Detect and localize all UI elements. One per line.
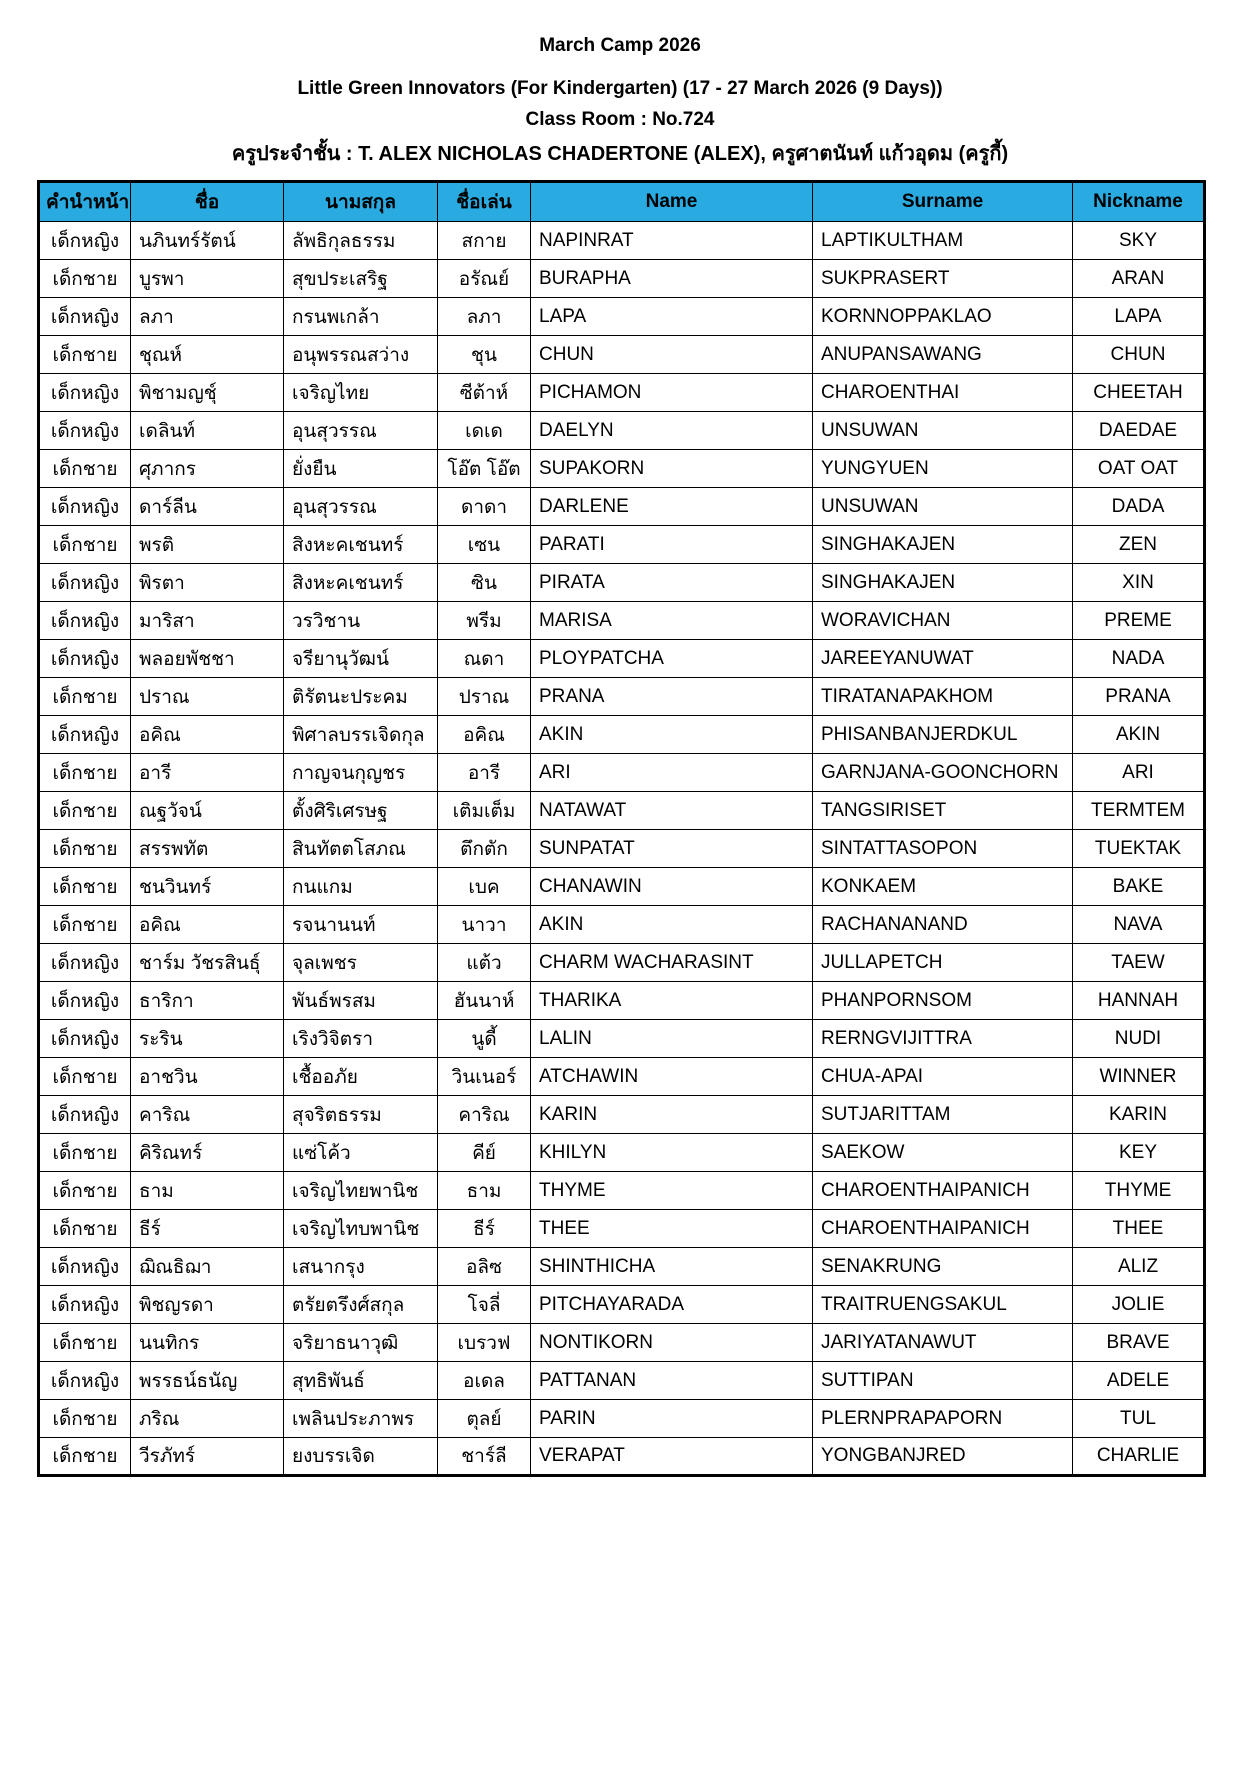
cell-surname-en: JAREEYANUWAT bbox=[813, 640, 1073, 678]
cell-lastname-th: กนแกม bbox=[284, 868, 438, 906]
cell-surname-en: SUTTIPAN bbox=[813, 1362, 1073, 1400]
cell-name-en: DARLENE bbox=[531, 488, 813, 526]
cell-nickname-en: NADA bbox=[1073, 640, 1205, 678]
cell-name-en: PITCHAYARADA bbox=[531, 1286, 813, 1324]
table-row bbox=[39, 526, 1205, 564]
cell-nickname-en: SKY bbox=[1073, 222, 1205, 260]
table-row bbox=[39, 792, 1205, 830]
cell-nickname-th: อารี bbox=[438, 754, 531, 792]
cell-name-en: SHINTHICHA bbox=[531, 1248, 813, 1286]
cell-lastname-th: รจนานนท์ bbox=[284, 906, 438, 944]
cell-nickname-en: PREME bbox=[1073, 602, 1205, 640]
cell-firstname-th: คาริณ bbox=[131, 1096, 284, 1134]
cell-prefix-th: เด็กหญิง bbox=[39, 1248, 131, 1286]
table-row bbox=[39, 1096, 1205, 1134]
cell-prefix-th: เด็กชาย bbox=[39, 1324, 131, 1362]
table-row bbox=[39, 754, 1205, 792]
cell-name-en: PRANA bbox=[531, 678, 813, 716]
cell-nickname-th: ธาม bbox=[438, 1172, 531, 1210]
cell-firstname-th: ธีร์ bbox=[131, 1210, 284, 1248]
cell-firstname-th: ธาม bbox=[131, 1172, 284, 1210]
cell-nickname-th: อรัณย์ bbox=[438, 260, 531, 298]
cell-nickname-en: TERMTEM bbox=[1073, 792, 1205, 830]
cell-nickname-en: CHUN bbox=[1073, 336, 1205, 374]
cell-prefix-th: เด็กหญิง bbox=[39, 1362, 131, 1400]
cell-nickname-th: ธีร์ bbox=[438, 1210, 531, 1248]
cell-name-en: ARI bbox=[531, 754, 813, 792]
cell-nickname-en: THEE bbox=[1073, 1210, 1205, 1248]
cell-nickname-en: TAEW bbox=[1073, 944, 1205, 982]
cell-surname-en: CHUA-APAI bbox=[813, 1058, 1073, 1096]
cell-lastname-th: เจริญไทย bbox=[284, 374, 438, 412]
cell-firstname-th: พรรธน์ธนัญ bbox=[131, 1362, 284, 1400]
cell-lastname-th: ตรัยตรึงศ์สกุล bbox=[284, 1286, 438, 1324]
student-roster-table bbox=[37, 180, 1206, 1477]
cell-lastname-th: เริงวิจิตรา bbox=[284, 1020, 438, 1058]
cell-surname-en: YUNGYUEN bbox=[813, 450, 1073, 488]
cell-firstname-th: ชุณห์ bbox=[131, 336, 284, 374]
cell-firstname-th: อคิณ bbox=[131, 906, 284, 944]
cell-lastname-th: เชื้ออภัย bbox=[284, 1058, 438, 1096]
cell-name-en: AKIN bbox=[531, 906, 813, 944]
cell-surname-en: PLERNPRAPAPORN bbox=[813, 1400, 1073, 1438]
cell-nickname-en: JOLIE bbox=[1073, 1286, 1205, 1324]
cell-surname-en: PHISANBANJERDKUL bbox=[813, 716, 1073, 754]
table-row bbox=[39, 1210, 1205, 1248]
table-row bbox=[39, 944, 1205, 982]
cell-prefix-th: เด็กหญิง bbox=[39, 944, 131, 982]
cell-nickname-en: THYME bbox=[1073, 1172, 1205, 1210]
cell-name-en: PLOYPATCHA bbox=[531, 640, 813, 678]
cell-nickname-th: ชาร์ลี bbox=[438, 1438, 531, 1476]
table-row bbox=[39, 222, 1205, 260]
cell-nickname-th: อเดล bbox=[438, 1362, 531, 1400]
cell-lastname-th: อนุพรรณสว่าง bbox=[284, 336, 438, 374]
cell-lastname-th: ยั่งยืน bbox=[284, 450, 438, 488]
cell-name-en: KARIN bbox=[531, 1096, 813, 1134]
cell-firstname-th: บูรพา bbox=[131, 260, 284, 298]
cell-prefix-th: เด็กชาย bbox=[39, 526, 131, 564]
cell-name-en: PIRATA bbox=[531, 564, 813, 602]
cell-lastname-th: ตั้งศิริเศรษฐ bbox=[284, 792, 438, 830]
cell-name-en: NATAWAT bbox=[531, 792, 813, 830]
table-row bbox=[39, 1248, 1205, 1286]
table-row bbox=[39, 450, 1205, 488]
cell-name-en: THARIKA bbox=[531, 982, 813, 1020]
cell-surname-en: CHAROENTHAIPANICH bbox=[813, 1172, 1073, 1210]
cell-nickname-en: DADA bbox=[1073, 488, 1205, 526]
table-row bbox=[39, 1134, 1205, 1172]
cell-surname-en: LAPTIKULTHAM bbox=[813, 222, 1073, 260]
cell-prefix-th: เด็กหญิง bbox=[39, 716, 131, 754]
cell-prefix-th: เด็กชาย bbox=[39, 1210, 131, 1248]
table-row bbox=[39, 1438, 1205, 1476]
cell-name-en: THYME bbox=[531, 1172, 813, 1210]
cell-prefix-th: เด็กชาย bbox=[39, 678, 131, 716]
cell-surname-en: SINGHAKAJEN bbox=[813, 526, 1073, 564]
cell-nickname-th: คาริณ bbox=[438, 1096, 531, 1134]
cell-name-en: NONTIKORN bbox=[531, 1324, 813, 1362]
table-row bbox=[39, 1362, 1205, 1400]
cell-lastname-th: ติรัตนะประคม bbox=[284, 678, 438, 716]
cell-nickname-en: ZEN bbox=[1073, 526, 1205, 564]
cell-prefix-th: เด็กหญิง bbox=[39, 1020, 131, 1058]
cell-prefix-th: เด็กหญิง bbox=[39, 564, 131, 602]
cell-lastname-th: เสนากรุง bbox=[284, 1248, 438, 1286]
cell-prefix-th: เด็กชาย bbox=[39, 792, 131, 830]
cell-prefix-th: เด็กหญิง bbox=[39, 298, 131, 336]
cell-nickname-en: OAT OAT bbox=[1073, 450, 1205, 488]
table-row bbox=[39, 1400, 1205, 1438]
cell-nickname-th: ตึกตัก bbox=[438, 830, 531, 868]
cell-prefix-th: เด็กชาย bbox=[39, 336, 131, 374]
table-row bbox=[39, 260, 1205, 298]
table-row bbox=[39, 602, 1205, 640]
cell-surname-en: RACHANANAND bbox=[813, 906, 1073, 944]
cell-surname-en: WORAVICHAN bbox=[813, 602, 1073, 640]
cell-name-en: BURAPHA bbox=[531, 260, 813, 298]
cell-nickname-en: NAVA bbox=[1073, 906, 1205, 944]
cell-nickname-en: HANNAH bbox=[1073, 982, 1205, 1020]
cell-prefix-th: เด็กชาย bbox=[39, 1400, 131, 1438]
cell-nickname-th: ชุน bbox=[438, 336, 531, 374]
cell-nickname-en: ALIZ bbox=[1073, 1248, 1205, 1286]
cell-lastname-th: ยงบรรเจิด bbox=[284, 1438, 438, 1476]
table-row bbox=[39, 868, 1205, 906]
cell-surname-en: CHAROENTHAI bbox=[813, 374, 1073, 412]
cell-prefix-th: เด็กชาย bbox=[39, 260, 131, 298]
cell-nickname-th: สกาย bbox=[438, 222, 531, 260]
cell-firstname-th: ธาริกา bbox=[131, 982, 284, 1020]
cell-firstname-th: ลภา bbox=[131, 298, 284, 336]
cell-surname-en: SAEKOW bbox=[813, 1134, 1073, 1172]
cell-lastname-th: จริยาธนาวุฒิ bbox=[284, 1324, 438, 1362]
cell-firstname-th: คิริณทร์ bbox=[131, 1134, 284, 1172]
cell-name-en: SUPAKORN bbox=[531, 450, 813, 488]
table-row bbox=[39, 906, 1205, 944]
cell-surname-en: TIRATANAPAKHOM bbox=[813, 678, 1073, 716]
cell-name-en: AKIN bbox=[531, 716, 813, 754]
cell-nickname-th: อคิณ bbox=[438, 716, 531, 754]
cell-surname-en: KONKAEM bbox=[813, 868, 1073, 906]
table-row bbox=[39, 1020, 1205, 1058]
cell-nickname-th: ลภา bbox=[438, 298, 531, 336]
cell-nickname-en: KARIN bbox=[1073, 1096, 1205, 1134]
cell-firstname-th: นนทิกร bbox=[131, 1324, 284, 1362]
column-header-nickname-th: ชื่อเล่น bbox=[438, 182, 531, 222]
cell-firstname-th: ปราณ bbox=[131, 678, 284, 716]
cell-name-en: LAPA bbox=[531, 298, 813, 336]
cell-surname-en: YONGBANJRED bbox=[813, 1438, 1073, 1476]
cell-lastname-th: สุจริตธรรม bbox=[284, 1096, 438, 1134]
cell-nickname-th: อลิซ bbox=[438, 1248, 531, 1286]
cell-surname-en: UNSUWAN bbox=[813, 488, 1073, 526]
table-row bbox=[39, 1324, 1205, 1362]
cell-name-en: DAELYN bbox=[531, 412, 813, 450]
page-subtitle: Little Green Innovators (For Kindergarten) (17 - 27 March 2026 (9 Days)) bbox=[297, 78, 943, 99]
cell-nickname-th: โจลี่ bbox=[438, 1286, 531, 1324]
cell-surname-en: SINGHAKAJEN bbox=[813, 564, 1073, 602]
cell-nickname-th: เติมเต็ม bbox=[438, 792, 531, 830]
cell-nickname-th: เดเด bbox=[438, 412, 531, 450]
cell-prefix-th: เด็กชาย bbox=[39, 1134, 131, 1172]
cell-lastname-th: กรนพเกล้า bbox=[284, 298, 438, 336]
cell-firstname-th: พรติ bbox=[131, 526, 284, 564]
document-header bbox=[0, 35, 1240, 169]
table-row bbox=[39, 488, 1205, 526]
cell-lastname-th: พิศาลบรรเจิดกุล bbox=[284, 716, 438, 754]
cell-name-en: PICHAMON bbox=[531, 374, 813, 412]
cell-prefix-th: เด็กชาย bbox=[39, 868, 131, 906]
table-row bbox=[39, 716, 1205, 754]
table-header-row bbox=[39, 182, 1205, 222]
cell-nickname-th: เบค bbox=[438, 868, 531, 906]
cell-nickname-th: เบรวฟ bbox=[438, 1324, 531, 1362]
cell-lastname-th: สิงหะคเชนทร์ bbox=[284, 564, 438, 602]
cell-nickname-en: AKIN bbox=[1073, 716, 1205, 754]
cell-nickname-en: NUDI bbox=[1073, 1020, 1205, 1058]
cell-nickname-th: แต้ว bbox=[438, 944, 531, 982]
cell-firstname-th: พิชญรดา bbox=[131, 1286, 284, 1324]
cell-firstname-th: วีรภัทร์ bbox=[131, 1438, 284, 1476]
table-body bbox=[39, 222, 1205, 1476]
cell-lastname-th: อุนสุวรรณ bbox=[284, 488, 438, 526]
classroom-line: Class Room : No.724 bbox=[525, 109, 715, 130]
cell-surname-en: SENAKRUNG bbox=[813, 1248, 1073, 1286]
cell-surname-en: JULLAPETCH bbox=[813, 944, 1073, 982]
cell-surname-en: ANUPANSAWANG bbox=[813, 336, 1073, 374]
cell-nickname-en: CHEETAH bbox=[1073, 374, 1205, 412]
table-row bbox=[39, 374, 1205, 412]
cell-name-en: ATCHAWIN bbox=[531, 1058, 813, 1096]
cell-nickname-en: DAEDAE bbox=[1073, 412, 1205, 450]
cell-firstname-th: อารี bbox=[131, 754, 284, 792]
cell-firstname-th: ระริน bbox=[131, 1020, 284, 1058]
cell-prefix-th: เด็กชาย bbox=[39, 754, 131, 792]
table-row bbox=[39, 640, 1205, 678]
cell-firstname-th: ภริณ bbox=[131, 1400, 284, 1438]
cell-firstname-th: ณฐวัจน์ bbox=[131, 792, 284, 830]
cell-surname-en: PHANPORNSOM bbox=[813, 982, 1073, 1020]
cell-lastname-th: พันธ์พรสม bbox=[284, 982, 438, 1020]
cell-surname-en: UNSUWAN bbox=[813, 412, 1073, 450]
cell-prefix-th: เด็กชาย bbox=[39, 906, 131, 944]
table-row bbox=[39, 1172, 1205, 1210]
cell-nickname-th: พรีม bbox=[438, 602, 531, 640]
cell-lastname-th: สุทธิพันธ์ bbox=[284, 1362, 438, 1400]
cell-nickname-en: WINNER bbox=[1073, 1058, 1205, 1096]
table-row bbox=[39, 678, 1205, 716]
cell-prefix-th: เด็กหญิง bbox=[39, 602, 131, 640]
cell-name-en: CHANAWIN bbox=[531, 868, 813, 906]
cell-prefix-th: เด็กหญิง bbox=[39, 1286, 131, 1324]
cell-lastname-th: เพลินประภาพร bbox=[284, 1400, 438, 1438]
cell-nickname-th: ปราณ bbox=[438, 678, 531, 716]
table-row bbox=[39, 336, 1205, 374]
cell-nickname-en: TUL bbox=[1073, 1400, 1205, 1438]
cell-name-en: PARIN bbox=[531, 1400, 813, 1438]
cell-surname-en: KORNNOPPAKLAO bbox=[813, 298, 1073, 336]
table-row bbox=[39, 830, 1205, 868]
cell-prefix-th: เด็กหญิง bbox=[39, 640, 131, 678]
cell-nickname-th: โอ๊ต โอ๊ต bbox=[438, 450, 531, 488]
cell-surname-en: SUKPRASERT bbox=[813, 260, 1073, 298]
cell-lastname-th: เจริญไทยพานิช bbox=[284, 1172, 438, 1210]
cell-prefix-th: เด็กชาย bbox=[39, 830, 131, 868]
column-header-name-en: Name bbox=[531, 182, 813, 222]
cell-lastname-th: เจริญไทบพานิช bbox=[284, 1210, 438, 1248]
cell-surname-en: GARNJANA-GOONCHORN bbox=[813, 754, 1073, 792]
cell-prefix-th: เด็กหญิง bbox=[39, 488, 131, 526]
cell-surname-en: TANGSIRISET bbox=[813, 792, 1073, 830]
cell-prefix-th: เด็กหญิง bbox=[39, 1096, 131, 1134]
cell-firstname-th: พิชามญชุ์ bbox=[131, 374, 284, 412]
cell-firstname-th: ฌิณธิฌา bbox=[131, 1248, 284, 1286]
cell-nickname-en: ADELE bbox=[1073, 1362, 1205, 1400]
cell-firstname-th: นภินทร์รัตน์ bbox=[131, 222, 284, 260]
cell-nickname-th: ณดา bbox=[438, 640, 531, 678]
cell-firstname-th: อาชวิน bbox=[131, 1058, 284, 1096]
cell-firstname-th: ดาร์ลีน bbox=[131, 488, 284, 526]
cell-prefix-th: เด็กชาย bbox=[39, 450, 131, 488]
cell-surname-en: JARIYATANAWUT bbox=[813, 1324, 1073, 1362]
cell-prefix-th: เด็กหญิง bbox=[39, 412, 131, 450]
cell-nickname-en: PRANA bbox=[1073, 678, 1205, 716]
cell-nickname-en: ARI bbox=[1073, 754, 1205, 792]
cell-nickname-th: ซิน bbox=[438, 564, 531, 602]
cell-lastname-th: จรียานุวัฒน์ bbox=[284, 640, 438, 678]
cell-prefix-th: เด็กชาย bbox=[39, 1172, 131, 1210]
cell-surname-en: TRAITRUENGSAKUL bbox=[813, 1286, 1073, 1324]
cell-firstname-th: พิรตา bbox=[131, 564, 284, 602]
cell-prefix-th: เด็กชาย bbox=[39, 1438, 131, 1476]
table-row bbox=[39, 564, 1205, 602]
cell-surname-en: SINTATTASOPON bbox=[813, 830, 1073, 868]
cell-lastname-th: สิงหะคเชนทร์ bbox=[284, 526, 438, 564]
cell-name-en: VERAPAT bbox=[531, 1438, 813, 1476]
cell-surname-en: RERNGVIJITTRA bbox=[813, 1020, 1073, 1058]
cell-firstname-th: ชนวินทร์ bbox=[131, 868, 284, 906]
cell-lastname-th: กาญจนกุญชร bbox=[284, 754, 438, 792]
cell-firstname-th: เดลินท์ bbox=[131, 412, 284, 450]
cell-nickname-en: BAKE bbox=[1073, 868, 1205, 906]
column-header-prefix-th: คำนำหน้า bbox=[39, 182, 131, 222]
cell-nickname-en: ARAN bbox=[1073, 260, 1205, 298]
cell-lastname-th: ลัพธิกุลธรรม bbox=[284, 222, 438, 260]
cell-lastname-th: สินทัตตโสภณ bbox=[284, 830, 438, 868]
cell-firstname-th: ชาร์ม วัชรสินธุ์ bbox=[131, 944, 284, 982]
column-header-nickname-en: Nickname bbox=[1073, 182, 1205, 222]
cell-firstname-th: มาริสา bbox=[131, 602, 284, 640]
cell-firstname-th: พลอยพัชชา bbox=[131, 640, 284, 678]
cell-prefix-th: เด็กหญิง bbox=[39, 374, 131, 412]
cell-name-en: LALIN bbox=[531, 1020, 813, 1058]
cell-lastname-th: วรวิชาน bbox=[284, 602, 438, 640]
column-header-lastname-th: นามสกุล bbox=[284, 182, 438, 222]
cell-name-en: MARISA bbox=[531, 602, 813, 640]
cell-prefix-th: เด็กชาย bbox=[39, 1058, 131, 1096]
cell-nickname-en: BRAVE bbox=[1073, 1324, 1205, 1362]
table-row bbox=[39, 298, 1205, 336]
cell-nickname-en: CHARLIE bbox=[1073, 1438, 1205, 1476]
cell-nickname-en: LAPA bbox=[1073, 298, 1205, 336]
cell-name-en: KHILYN bbox=[531, 1134, 813, 1172]
cell-name-en: PATTANAN bbox=[531, 1362, 813, 1400]
cell-firstname-th: สรรพทัต bbox=[131, 830, 284, 868]
cell-lastname-th: จุลเพชร bbox=[284, 944, 438, 982]
cell-firstname-th: ศุภากร bbox=[131, 450, 284, 488]
cell-nickname-th: ซีต้าห์ bbox=[438, 374, 531, 412]
cell-lastname-th: สุขประเสริฐ bbox=[284, 260, 438, 298]
cell-nickname-th: ฮันนาห์ bbox=[438, 982, 531, 1020]
cell-nickname-th: วินเนอร์ bbox=[438, 1058, 531, 1096]
cell-prefix-th: เด็กหญิง bbox=[39, 222, 131, 260]
cell-surname-en: SUTJARITTAM bbox=[813, 1096, 1073, 1134]
cell-name-en: SUNPATAT bbox=[531, 830, 813, 868]
table-row bbox=[39, 982, 1205, 1020]
cell-prefix-th: เด็กหญิง bbox=[39, 982, 131, 1020]
cell-lastname-th: แซ่โค้ว bbox=[284, 1134, 438, 1172]
cell-nickname-th: ตุลย์ bbox=[438, 1400, 531, 1438]
cell-name-en: THEE bbox=[531, 1210, 813, 1248]
cell-name-en: PARATI bbox=[531, 526, 813, 564]
cell-nickname-th: คีย์ bbox=[438, 1134, 531, 1172]
cell-nickname-th: ดาดา bbox=[438, 488, 531, 526]
cell-name-en: CHUN bbox=[531, 336, 813, 374]
column-header-firstname-th: ชื่อ bbox=[131, 182, 284, 222]
cell-nickname-th: นาวา bbox=[438, 906, 531, 944]
cell-nickname-en: TUEKTAK bbox=[1073, 830, 1205, 868]
table-row bbox=[39, 1058, 1205, 1096]
cell-nickname-en: KEY bbox=[1073, 1134, 1205, 1172]
cell-name-en: CHARM WACHARASINT bbox=[531, 944, 813, 982]
column-header-surname-en: Surname bbox=[813, 182, 1073, 222]
cell-firstname-th: อคิณ bbox=[131, 716, 284, 754]
teacher-line: ครูประจำชั้น : T. ALEX NICHOLAS CHADERTONE (ALEX), ครูศาตนันท์ แก้วอุดม (ครูกี้) bbox=[231, 143, 1009, 165]
table-row bbox=[39, 412, 1205, 450]
cell-surname-en: CHAROENTHAIPANICH bbox=[813, 1210, 1073, 1248]
table-row bbox=[39, 1286, 1205, 1324]
cell-nickname-th: เซน bbox=[438, 526, 531, 564]
cell-lastname-th: อุนสุวรรณ bbox=[284, 412, 438, 450]
cell-nickname-th: นูดี้ bbox=[438, 1020, 531, 1058]
page-title: March Camp 2026 bbox=[539, 35, 701, 56]
cell-nickname-en: XIN bbox=[1073, 564, 1205, 602]
cell-name-en: NAPINRAT bbox=[531, 222, 813, 260]
